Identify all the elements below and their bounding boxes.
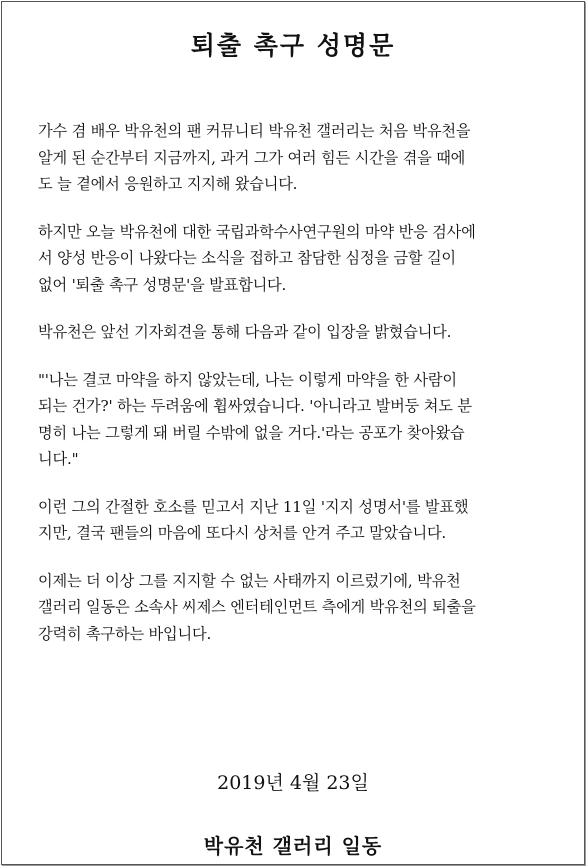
- paragraph-line: 가수 겸 배우 박유천의 팬 커뮤니티 박유천 갤러리는 처음 박유천을: [38, 122, 471, 140]
- paragraph-line: 이제는 더 이상 그를 지지할 수 없는 사태까지 이르렀기에, 박유천: [38, 571, 461, 590]
- paragraph-line: 니다.": [38, 450, 79, 468]
- document-title: 퇴출 촉구 성명문: [190, 31, 396, 60]
- paragraph-line: 하지만 오늘 박유천에 대한 국립과학수사연구원의 마약 반응 검사에: [38, 222, 476, 241]
- document-body: [38, 118, 559, 668]
- paragraph-line: 되는 건가?' 하는 두려움에 휩싸였습니다. '아니라고 발버둥 쳐도 분: [38, 397, 472, 415]
- paragraph-line: 박유천은 앞선 기자회견을 통해 다음과 같이 입장을 밝혔습니다.: [38, 323, 452, 341]
- paragraph-line: 강력히 촉구하는 바입니다.: [38, 624, 212, 643]
- paragraph-press-conference: [38, 319, 559, 346]
- paragraph-line: 지만, 결국 팬들의 마음에 또다시 상처를 안겨 주고 말았습니다.: [38, 524, 447, 542]
- document-signature: 박유천 갤러리 일동: [203, 834, 383, 858]
- paragraph-demand: [38, 568, 559, 648]
- paragraph-line: 도 늘 곁에서 응원하고 지지해 왔습니다.: [38, 175, 298, 193]
- paragraph-line: 이런 그의 간절한 호소를 믿고서 지난 11일 '지지 성명서'를 발표했: [38, 497, 469, 516]
- paragraph-test-result: [38, 219, 559, 299]
- paragraph-line: 알게 된 순간부터 지금까지, 과거 그가 여러 힘든 시간을 겪을 때에: [38, 148, 466, 167]
- paragraph-line: 갤러리 일동은 소속사 씨제스 엔터테인먼트 측에게 박유천의 퇴출을: [38, 598, 476, 616]
- paragraph-intro: [38, 118, 559, 198]
- document-date: 2019년 4월 23일: [217, 772, 369, 794]
- paragraph-line: 서 양성 반응이 나왔다는 소식을 접하고 참담한 심정을 금할 길이: [38, 249, 456, 267]
- paragraph-line: "'나는 결코 마약을 하지 않았는데, 나는 이렇게 마약을 한 사람이: [38, 370, 457, 389]
- paragraph-line: 없어 '퇴출 촉구 성명문'을 발표합니다.: [38, 275, 287, 294]
- statement-document: [1, 1, 585, 865]
- paragraph-line: 명히 나는 그렇게 돼 버릴 수밖에 없을 거다.'라는 공포가 찾아왔습: [38, 423, 465, 442]
- paragraph-quote: [38, 367, 559, 473]
- paragraph-support-statement: [38, 494, 559, 547]
